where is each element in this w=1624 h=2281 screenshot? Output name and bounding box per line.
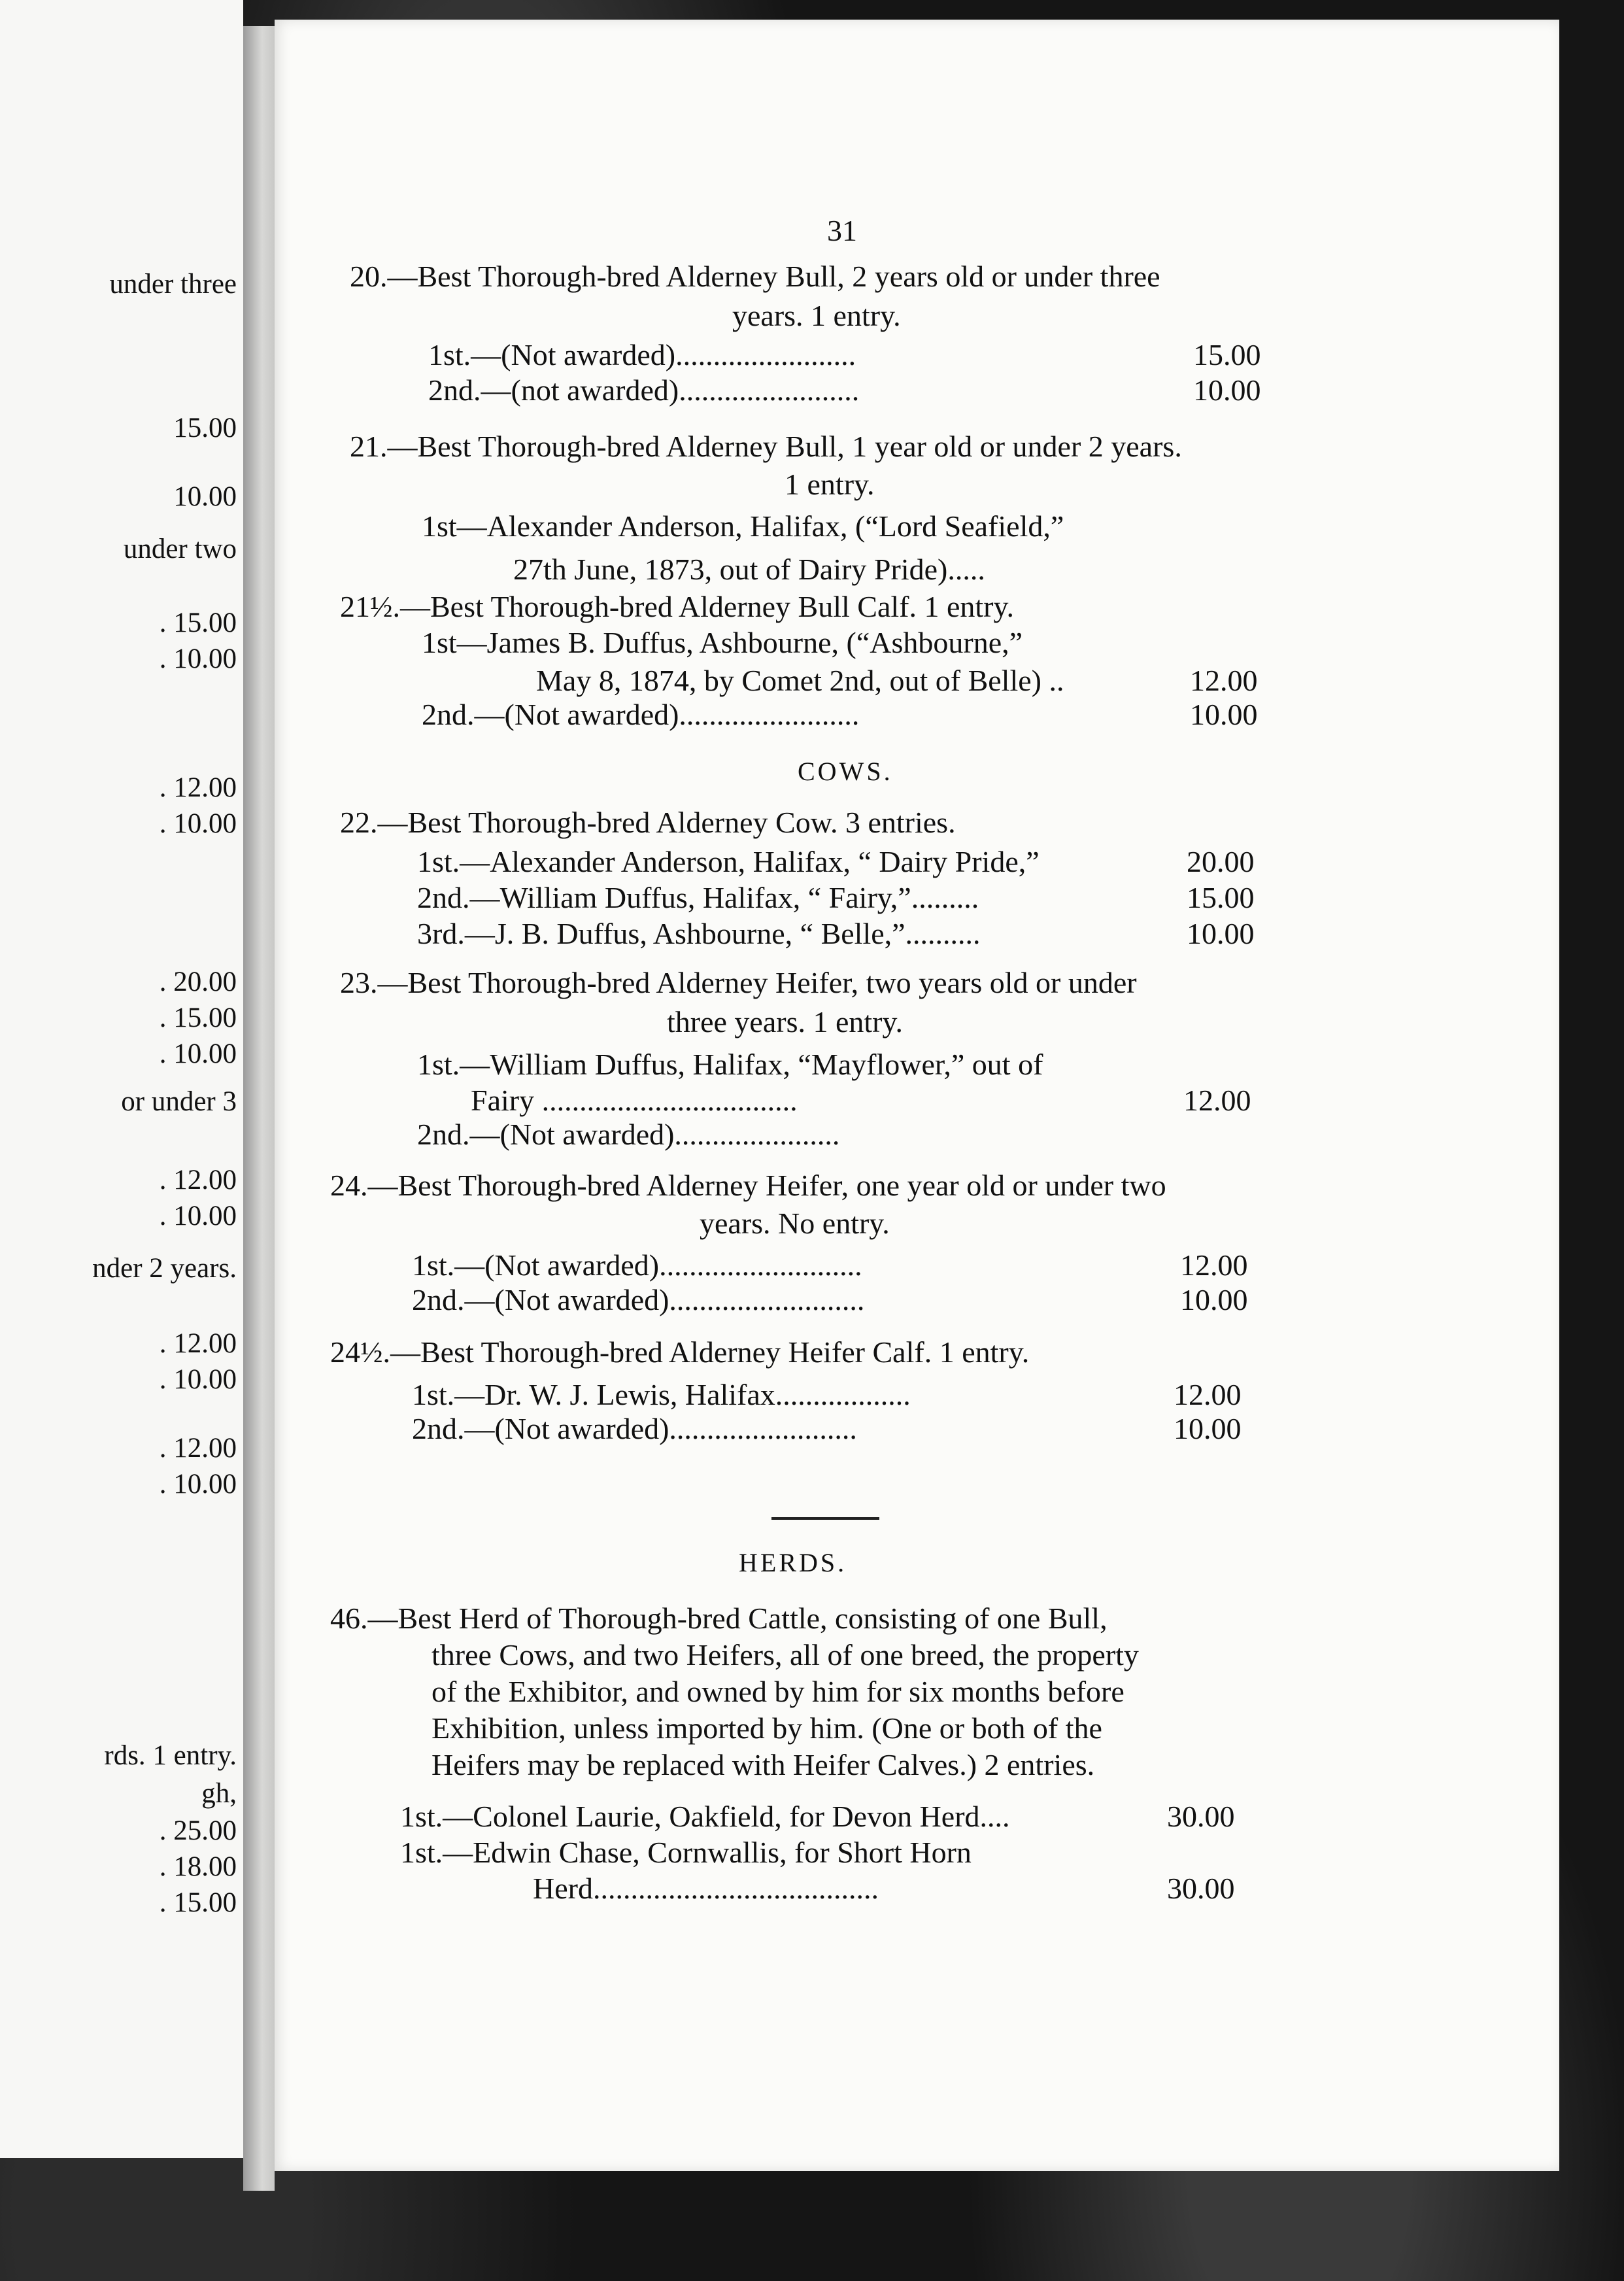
prize-amount: 10.00	[1190, 698, 1258, 731]
entry-line: 46.—Best Herd of Thorough-bred Cattle, consisting of one Bull,	[330, 1602, 1108, 1635]
left-page-line: gh,	[201, 1778, 237, 1809]
entry-line: Fairy ..................................	[471, 1084, 798, 1117]
left-page-line: . 10.00	[159, 1201, 237, 1231]
entry-line: 2nd.—(not awarded)........................	[428, 373, 860, 407]
entry-line: 3rd.—J. B. Duffus, Ashbourne, “ Belle,”..........	[417, 917, 981, 950]
entry-line: 21.—Best Thorough-bred Alderney Bull, 1 year old or under 2 years.	[350, 430, 1182, 463]
page-number: 31	[827, 214, 857, 247]
left-page-line: . 15.00	[159, 608, 237, 638]
entry-line: 1st.—Colonel Laurie, Oakfield, for Devon Herd....	[400, 1800, 1010, 1833]
prize-amount: 15.00	[1187, 881, 1255, 914]
left-page-line: nder 2 years.	[92, 1253, 237, 1284]
entry-line: 1st.—William Duffus, Halifax, “Mayflower,” out of	[417, 1048, 1043, 1081]
left-page-line: . 12.00	[159, 1433, 237, 1464]
entry-line: Exhibition, unless imported by him. (One or both of the	[431, 1711, 1102, 1745]
entry-line: 1st—Alexander Anderson, Halifax, (“Lord Seafield,”	[422, 509, 1064, 543]
left-page-line: . 25.00	[159, 1815, 237, 1846]
entry-line: Heifers may be replaced with Heifer Calves.) 2 entries.	[431, 1748, 1095, 1781]
left-page-line: . 15.00	[159, 1003, 237, 1033]
entry-line: HERDS.	[739, 1548, 847, 1577]
entry-line: 1 entry.	[785, 468, 875, 501]
left-page-line: . 15.00	[159, 1887, 237, 1918]
left-page-line: . 18.00	[159, 1851, 237, 1882]
entry-line: years. No entry.	[700, 1207, 890, 1240]
entry-line: 1st.—(Not awarded)........................	[428, 338, 856, 371]
entry-line: years. 1 entry.	[732, 299, 901, 332]
entry-line: 1st.—(Not awarded)...........................	[412, 1248, 862, 1282]
prize-amount: 30.00	[1167, 1800, 1235, 1833]
left-page-line: 15.00	[173, 413, 237, 443]
entry-line: 20.—Best Thorough-bred Alderney Bull, 2 years old or under three	[350, 260, 1160, 293]
left-page	[0, 0, 243, 2158]
entry-line: 1st.—Dr. W. J. Lewis, Halifax..................	[412, 1378, 911, 1411]
prize-amount: 15.00	[1193, 338, 1261, 371]
left-page-line: . 10.00	[159, 1469, 237, 1500]
entry-line: May 8, 1874, by Comet 2nd, out of Belle) ..	[536, 664, 1064, 697]
book-gutter	[243, 26, 275, 2191]
entry-line: 23.—Best Thorough-bred Alderney Heifer, two years old or under	[340, 966, 1137, 999]
entry-line: 2nd.—William Duffus, Halifax, “ Fairy,”.........	[417, 881, 979, 914]
left-page-line: . 10.00	[159, 1038, 237, 1069]
left-page-line: . 10.00	[159, 643, 237, 674]
entry-line: 22.—Best Thorough-bred Alderney Cow. 3 entries.	[340, 806, 956, 839]
left-page-line: . 12.00	[159, 1328, 237, 1359]
left-page-line: . 10.00	[159, 1364, 237, 1395]
left-page-line: or under 3	[121, 1086, 237, 1117]
entry-line: 1st.—Edwin Chase, Cornwallis, for Short Horn	[400, 1836, 972, 1869]
entry-line: three years. 1 entry.	[667, 1005, 904, 1038]
entry-line: 24.—Best Thorough-bred Alderney Heifer, one year old or under two	[330, 1169, 1166, 1202]
left-page-line: under three	[109, 269, 237, 300]
prize-amount: 10.00	[1193, 373, 1261, 407]
left-page-line: 10.00	[173, 481, 237, 512]
left-page-line: under two	[123, 534, 237, 564]
entry-line: 27th June, 1873, out of Dairy Pride).....	[513, 553, 985, 586]
left-page-line: rds. 1 entry.	[104, 1740, 237, 1771]
right-page	[275, 20, 1559, 2171]
entry-line: three Cows, and two Heifers, all of one breed, the property	[431, 1638, 1139, 1672]
entry-line: 21½.—Best Thorough-bred Alderney Bull Calf. 1 entry.	[340, 590, 1015, 623]
entry-line: of the Exhibitor, and owned by him for six months before	[431, 1675, 1125, 1708]
prize-amount: 12.00	[1174, 1378, 1242, 1411]
entry-line: 24½.—Best Thorough-bred Alderney Heifer Calf. 1 entry.	[330, 1335, 1030, 1369]
left-page-line: . 10.00	[159, 808, 237, 839]
entry-line: 1st.—Alexander Anderson, Halifax, “ Dairy Pride,”	[417, 845, 1040, 878]
entry-line: COWS.	[798, 757, 893, 786]
prize-amount: 10.00	[1180, 1283, 1248, 1316]
prize-amount: 20.00	[1187, 845, 1255, 878]
section-divider	[771, 1517, 879, 1520]
left-page-text	[0, 0, 243, 2158]
prize-amount: 10.00	[1187, 917, 1255, 950]
prize-amount: 30.00	[1167, 1872, 1235, 1905]
entry-line: 2nd.—(Not awarded).........................	[412, 1412, 857, 1445]
prize-amount: 12.00	[1183, 1084, 1251, 1117]
entry-line: Herd......................................	[533, 1872, 879, 1905]
left-page-line: . 12.00	[159, 1165, 237, 1195]
prize-amount: 12.00	[1180, 1248, 1248, 1282]
entry-line: 2nd.—(Not awarded)........................	[422, 698, 860, 731]
entry-line: 2nd.—(Not awarded)......................	[417, 1118, 840, 1151]
left-page-line: . 20.00	[159, 967, 237, 997]
entry-line: 1st—James B. Duffus, Ashbourne, (“Ashbourne,”	[422, 626, 1023, 659]
entry-line: 2nd.—(Not awarded)..........................	[412, 1283, 865, 1316]
prize-amount: 12.00	[1190, 664, 1258, 697]
left-page-line: . 12.00	[159, 772, 237, 803]
prize-amount: 10.00	[1174, 1412, 1242, 1445]
